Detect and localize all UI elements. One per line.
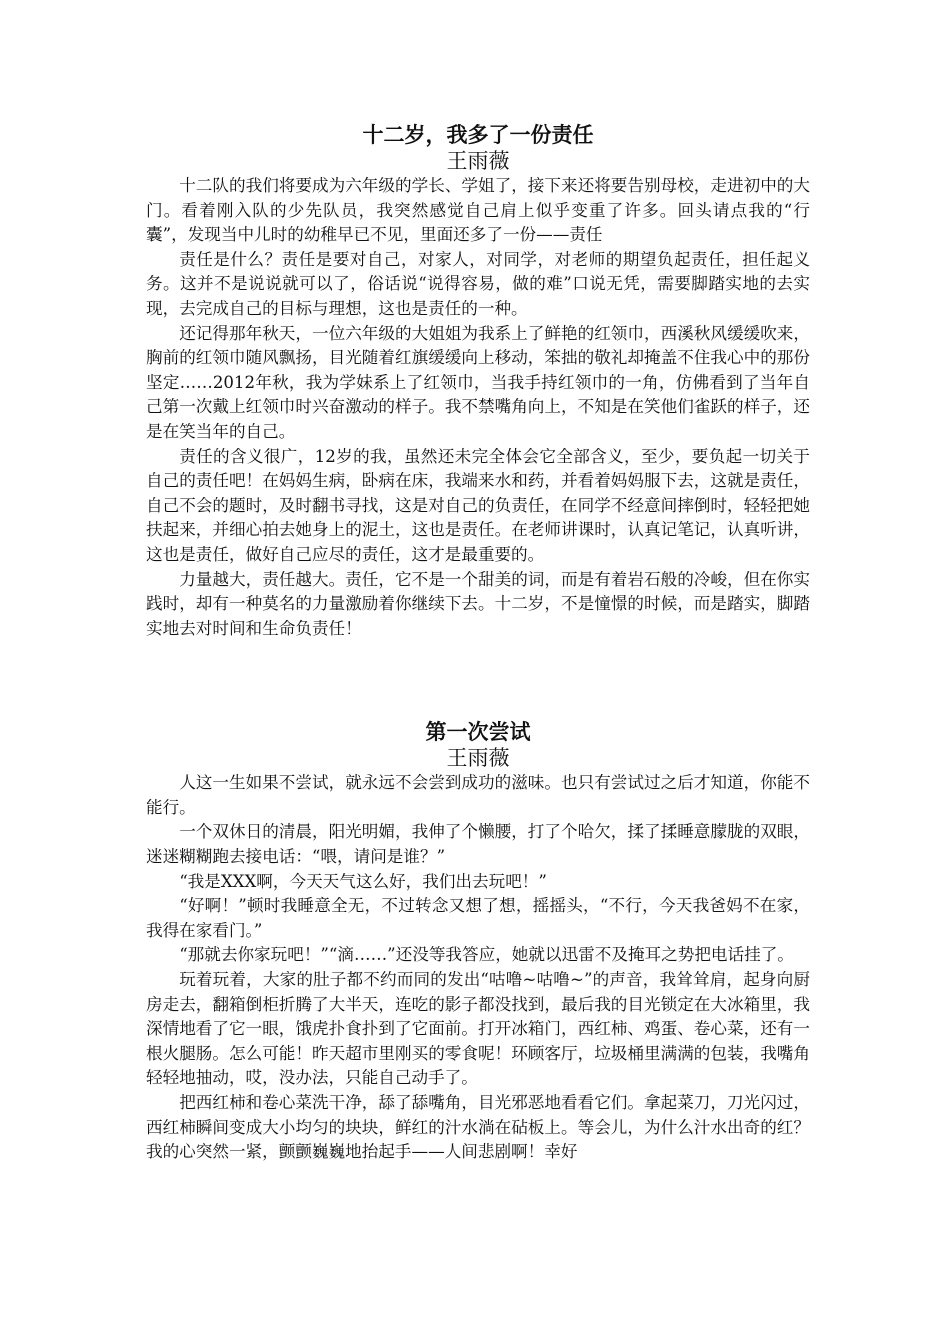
paragraph: “那就去你家玩吧！”“滴……”还没等我答应，她就以迅雷不及掩耳之势把电话挂了。 (179, 945, 794, 965)
section-gap (146, 641, 810, 719)
paragraph: 人这一生如果不尝试，就永远不会尝到成功的滋味。也只有尝试过之后才知道，你能不能行。 (146, 773, 810, 817)
paragraph: 责任是什么？责任是要对自己，对家人，对同学，对老师的期望负起责任，担任起义务。这并不是说说就可以了，俗话说“说得容易，做的难”口说无凭，需要脚踏实地的去实现，去完成自己的目标与理想，这也是责任的一种。 (146, 249, 810, 318)
article-title: 十二岁，我多了一份责任 (362, 122, 594, 147)
paragraph: 把西红柿和卷心菜洗干净，舔了舔嘴角，目光邪恶地看看它们。拿起菜刀，刀光闪过，西红柿瞬间变成大小均匀的块块，鲜红的汁水淌在砧板上。等会儿，为什么汁水出奇的红？我的心突然一紧，颤颤巍巍地抬起手——人间悲剧啊！幸好 (146, 1093, 810, 1162)
paragraph: 还记得那年秋天，一位六年级的大姐姐为我系上了鲜艳的红领巾，西溪秋风缓缓吹来，胸前的红领巾随风飘扬，目光随着红旗缓缓向上移动，笨拙的敬礼却掩盖不住我心中的那份坚定……2012年秋，我为学妹系上了红领巾，当我手持红领巾的一角，仿佛看到了当年自己第一次戴上红领巾时兴奋激动的样子。我不禁嘴角向上，不知是在笑他们雀跃的样子，还是在笑当年的自己。 (146, 323, 810, 441)
article-first-attempt (146, 719, 810, 1165)
paragraph: “好啊！”顿时我睡意全无，不过转念又想了想，摇摇头，“不行，今天我爸妈不在家，我得在家看门。” (146, 896, 810, 940)
document-page (146, 122, 810, 1165)
article-author: 王雨薇 (446, 149, 510, 173)
paragraph: 力量越大，责任越大。责任，它不是一个甜美的词，而是有着岩石般的冷峻，但在你实践时，却有一种莫名的力量激励着你继续下去。十二岁，不是憧憬的时候，而是踏实，脚踏实地去对时间和生命负责任！ (146, 569, 810, 638)
paragraph: 一个双休日的清晨，阳光明媚，我伸了个懒腰，打了个哈欠，揉了揉睡意朦胧的双眼，迷迷糊糊跑去接电话：“喂，请问是谁？” (146, 822, 810, 867)
paragraph: 十二队的我们将要成为六年级的学长、学姐了，接下来还将要告别母校，走进初中的大门。看着刚入队的少先队员，我突然感觉自己肩上似乎变重了许多。回头请点我的“行囊”，发现当中儿时的幼稚早已不见，里面还多了一份——责任 (146, 176, 810, 245)
paragraph: “我是XXX啊，今天天气这么好，我们出去玩吧！” (179, 871, 547, 891)
paragraph: 玩着玩着，大家的肚子都不约而同的发出“咕噜~咕噜~”的声音，我耸耸肩，起身向厨房走去，翻箱倒柜折腾了大半天，连吃的影子都没找到，最后我的目光锁定在大冰箱里，我深情地看了它一眼，饿虎扑食扑到了它面前。打开冰箱门，西红柿、鸡蛋、卷心菜，还有一根火腿肠。怎么可能！昨天超市里刚买的零食呢！环顾客厅，垃圾桶里满满的包装，我嘴角轻轻地抽动，哎，没办法，只能自己动手了。 (146, 970, 810, 1088)
paragraph: 责任的含义很广，12岁的我，虽然还未完全体会它全部含义，至少，要负起一切关于自己的责任吧！在妈妈生病，卧病在床，我端来水和药，并看着妈妈服下去，这就是责任，自己不会的题时，及时翻书寻找，这是对自己的负责任，在同学不经意间摔倒时，轻轻把她扶起来，并细心拍去她身上的泥土，这也是责任。在老师讲课时，认真记笔记，认真听讲，这也是责任，做好自己应尽的责任，这才是最重要的。 (146, 446, 810, 564)
article-responsibility (146, 122, 810, 641)
article-author: 王雨薇 (446, 746, 510, 771)
article-title: 第一次尝试 (425, 719, 531, 745)
